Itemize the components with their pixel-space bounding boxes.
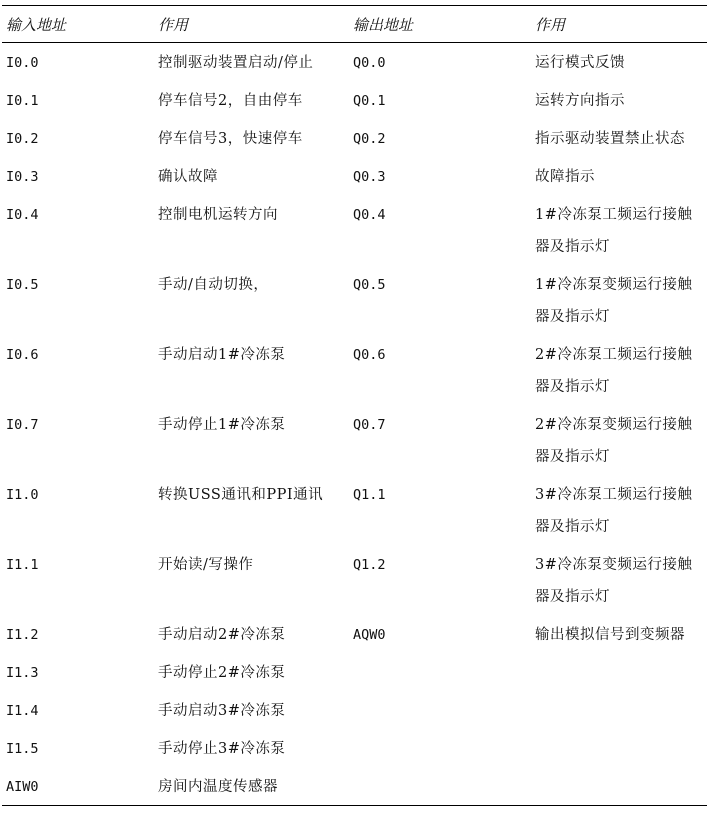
output-function-cell: 2#冷冻泵工频运行接触器及指示灯 xyxy=(535,347,693,395)
input-function-cell: 停车信号2，自由停车 xyxy=(158,93,303,109)
table-row xyxy=(2,691,707,729)
output-function-cell xyxy=(531,653,707,691)
table-row xyxy=(2,157,707,195)
input-function-cell: 转换USS通讯和PPI通讯 xyxy=(158,487,324,503)
input-function-cell: 手动停止1#冷冻泵 xyxy=(158,417,286,433)
output-address-cell: Q1.2 xyxy=(353,557,386,573)
output-function-cell xyxy=(531,729,707,767)
output-address-cell xyxy=(349,767,531,806)
table-row xyxy=(2,767,707,806)
table-row xyxy=(2,475,707,545)
input-function-cell: 手动启动2#冷冻泵 xyxy=(158,627,286,643)
output-address-cell: Q0.4 xyxy=(353,207,386,223)
output-function-cell xyxy=(531,691,707,729)
table-row xyxy=(2,195,707,265)
io-address-table xyxy=(2,5,707,806)
input-function-cell: 开始读/写操作 xyxy=(158,557,254,573)
output-address-cell: AQW0 xyxy=(353,627,386,643)
output-function-cell: 故障指示 xyxy=(535,169,595,185)
output-address-cell xyxy=(349,691,531,729)
input-address-cell: I1.4 xyxy=(6,703,39,719)
input-function-cell: 停车信号3，快速停车 xyxy=(158,131,303,147)
output-function-cell xyxy=(531,767,707,806)
input-address-cell: I0.5 xyxy=(6,277,39,293)
input-function-cell: 控制电机运转方向 xyxy=(158,207,278,223)
header-input-function: 作用 xyxy=(158,15,189,34)
output-function-cell: 指示驱动装置禁止状态 xyxy=(535,131,685,147)
input-address-cell: I1.5 xyxy=(6,741,39,757)
output-address-cell: Q0.0 xyxy=(353,55,386,71)
table-row xyxy=(2,405,707,475)
output-function-cell: 3#冷冻泵变频运行接触器及指示灯 xyxy=(535,557,693,605)
input-address-cell: I0.7 xyxy=(6,417,39,433)
output-address-cell: Q1.1 xyxy=(353,487,386,503)
input-function-cell: 手动停止2#冷冻泵 xyxy=(158,665,286,681)
header-row xyxy=(2,6,707,43)
input-function-cell: 控制驱动装置启动/停止 xyxy=(158,55,314,71)
output-function-cell: 运行模式反馈 xyxy=(535,55,625,71)
table-header xyxy=(2,6,707,43)
table-row xyxy=(2,81,707,119)
input-function-cell: 手动停止3#冷冻泵 xyxy=(158,741,286,757)
table-row xyxy=(2,265,707,335)
output-address-cell xyxy=(349,729,531,767)
input-function-cell: 房间内温度传感器 xyxy=(158,779,278,795)
output-address-cell: Q0.5 xyxy=(353,277,386,293)
table-row xyxy=(2,545,707,615)
input-address-cell: I0.4 xyxy=(6,207,39,223)
input-address-cell: I1.2 xyxy=(6,627,39,643)
output-function-cell: 1#冷冻泵工频运行接触器及指示灯 xyxy=(535,207,693,255)
output-function-cell: 输出模拟信号到变频器 xyxy=(535,627,685,643)
output-address-cell: Q0.6 xyxy=(353,347,386,363)
output-function-cell: 运转方向指示 xyxy=(535,93,625,109)
input-address-cell: I0.3 xyxy=(6,169,39,185)
input-address-cell: AIW0 xyxy=(6,779,39,795)
input-function-cell: 确认故障 xyxy=(158,169,218,185)
table-row xyxy=(2,729,707,767)
table-row xyxy=(2,615,707,653)
output-address-cell: Q0.3 xyxy=(353,169,386,185)
input-function-cell: 手动/自动切换， xyxy=(158,277,269,293)
table-row xyxy=(2,335,707,405)
output-function-cell: 3#冷冻泵工频运行接触器及指示灯 xyxy=(535,487,693,535)
header-output-address: 输出地址 xyxy=(353,15,414,34)
table-row xyxy=(2,119,707,157)
output-address-cell xyxy=(349,653,531,691)
input-function-cell: 手动启动1#冷冻泵 xyxy=(158,347,286,363)
table-row xyxy=(2,43,707,82)
output-address-cell: Q0.2 xyxy=(353,131,386,147)
header-output-function: 作用 xyxy=(535,15,566,34)
input-address-cell: I1.3 xyxy=(6,665,39,681)
input-address-cell: I0.1 xyxy=(6,93,39,109)
input-address-cell: I0.0 xyxy=(6,55,39,71)
output-function-cell: 2#冷冻泵变频运行接触器及指示灯 xyxy=(535,417,693,465)
input-function-cell: 手动启动3#冷冻泵 xyxy=(158,703,286,719)
input-address-cell: I1.0 xyxy=(6,487,39,503)
output-address-cell: Q0.1 xyxy=(353,93,386,109)
output-function-cell: 1#冷冻泵变频运行接触器及指示灯 xyxy=(535,277,693,325)
table-row xyxy=(2,653,707,691)
output-address-cell: Q0.7 xyxy=(353,417,386,433)
header-input-address: 输入地址 xyxy=(6,15,67,34)
input-address-cell: I0.2 xyxy=(6,131,39,147)
input-address-cell: I0.6 xyxy=(6,347,39,363)
input-address-cell: I1.1 xyxy=(6,557,39,573)
table-body xyxy=(2,43,707,806)
